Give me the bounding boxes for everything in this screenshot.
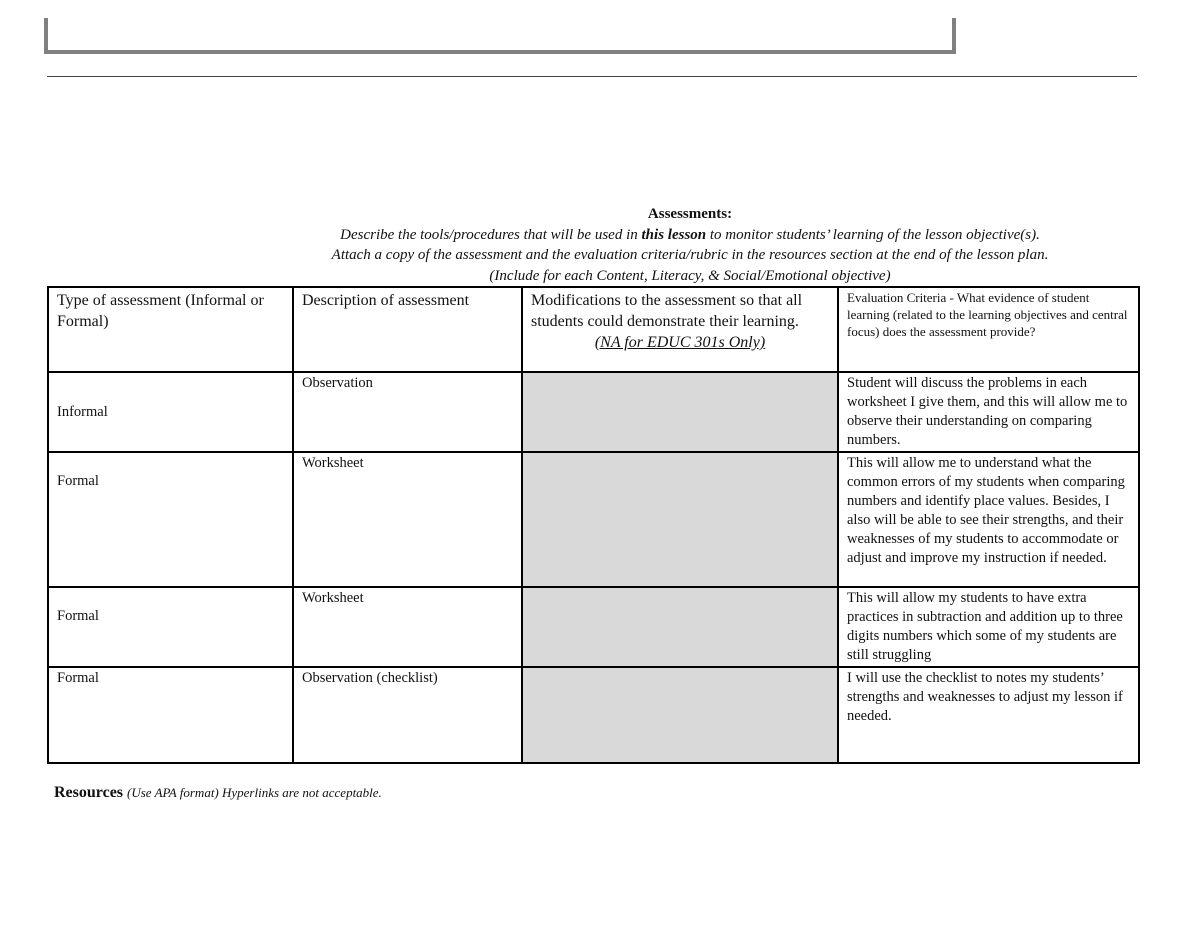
header-criteria: Evaluation Criteria - What evidence of student learning (related to the learning objectives and central focus) does the assessment provide? (838, 287, 1139, 372)
instructions-1-emphasis: this lesson (641, 226, 707, 243)
instructions-1-text: Describe the tools/procedures that will be used in (340, 226, 642, 243)
row-criteria: I will use the checklist to notes my students’ strengths and weaknesses to adjust my lesson if needed. (838, 667, 1139, 763)
assessments-title: Assessments: (647, 206, 733, 222)
row-modifications (522, 452, 838, 587)
table-row (48, 667, 1139, 763)
instructions-1-text-end: to monitor students’ learning of the lesson objective(s). (706, 226, 1040, 243)
table-row (48, 452, 1139, 587)
row-description: Worksheet (293, 587, 522, 667)
row-modifications (522, 587, 838, 667)
table-row (48, 587, 1139, 667)
row-modifications (522, 667, 838, 763)
assessments-heading (230, 204, 1150, 286)
row-type: Formal (48, 452, 293, 587)
assessments-instructions-3: (Include for each Content, Literacy, & Social/Emotional objective) (489, 267, 891, 284)
row-description: Worksheet (293, 452, 522, 587)
row-criteria: Student will discuss the problems in each worksheet I give them, and this will allow me to observe their understanding on comparing numbers. (838, 372, 1139, 452)
header-modifications-note: (NA for EDUC 301s Only) (594, 334, 766, 351)
table-header-row (48, 287, 1139, 372)
row-criteria: This will allow my students to have extra practices in subtraction and addition up to three digits numbers which some of my students are still struggling (838, 587, 1139, 667)
header-description: Description of assessment (293, 287, 522, 372)
assessments-instructions-1 (230, 225, 1150, 246)
header-divider (47, 76, 1137, 77)
table-row (48, 372, 1139, 452)
resources-label: Resources (54, 784, 124, 801)
header-type: Type of assessment (Informal or Formal) (48, 287, 293, 372)
row-type: Formal (48, 667, 293, 763)
resources-note: (Use APA format) Hyperlinks are not acceptable. (127, 785, 382, 800)
row-description: Observation (checklist) (293, 667, 522, 763)
assessment-table (47, 286, 1140, 764)
resources-section (54, 784, 382, 802)
header-modifications (522, 287, 838, 372)
header-modifications-text: Modifications to the assessment so that all students could demonstrate their learning. (531, 292, 803, 330)
row-modifications (522, 372, 838, 452)
row-criteria: This will allow me to understand what the common errors of my students when comparing numbers and identify place values. Besides, I also will be able to see their strengths, and their weaknesses of my students to accommodate or adjust and improve my instruction if needed. (838, 452, 1139, 587)
row-type: Informal (48, 372, 293, 452)
row-description: Observation (293, 372, 522, 452)
header-frame (44, 18, 956, 54)
row-type: Formal (48, 587, 293, 667)
assessments-instructions-2: Attach a copy of the assessment and the evaluation criteria/rubric in the resources section at the end of the lesson plan. (331, 247, 1049, 263)
